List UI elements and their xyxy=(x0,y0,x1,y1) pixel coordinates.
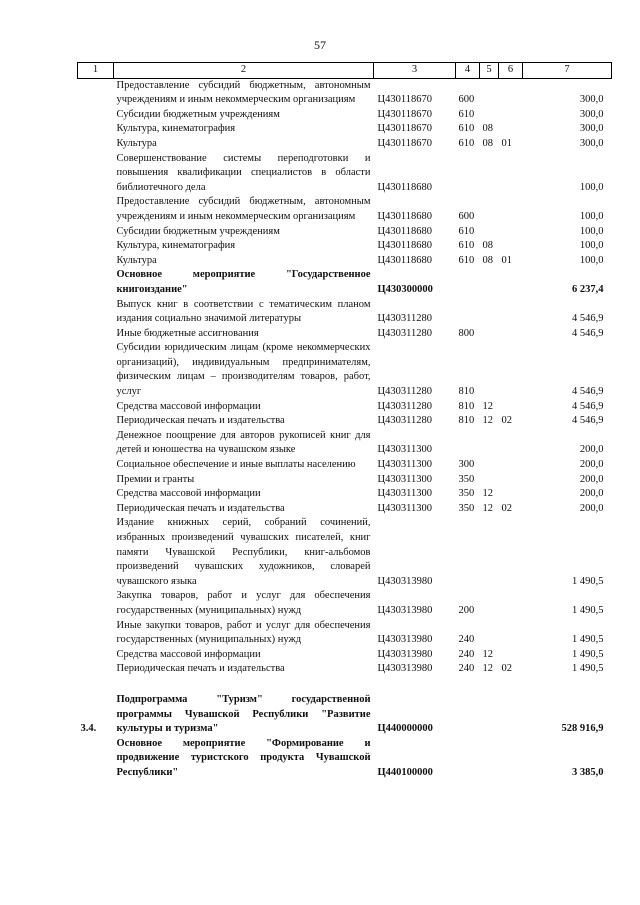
row-number xyxy=(78,589,114,618)
row-name: Культура xyxy=(116,254,157,266)
spacer-cell xyxy=(78,677,612,693)
row-number xyxy=(78,195,114,224)
row-code: Ц440100000 xyxy=(377,766,433,778)
column-header: 2 xyxy=(114,63,374,79)
row-col4: 240 xyxy=(458,663,475,675)
row-col4 xyxy=(456,693,480,737)
row-col6: 02 xyxy=(501,663,512,675)
row-amount: 1 490,5 xyxy=(572,648,604,660)
row-col4: 300 xyxy=(458,459,475,471)
row-name: Культура, кинематография xyxy=(116,240,236,252)
row-code: Ц430118670 xyxy=(377,108,432,120)
row-col6 xyxy=(499,239,523,254)
row-number xyxy=(78,414,114,429)
table-row xyxy=(78,502,612,517)
row-number xyxy=(78,78,114,108)
row-col4 xyxy=(456,268,480,297)
row-name: Денежное поощрение для авторов рукописей книг для детей и юношества на чувашском языке xyxy=(116,429,371,456)
row-number xyxy=(78,502,114,517)
row-col6 xyxy=(499,327,523,342)
row-col4: 600 xyxy=(458,94,475,106)
row-col6 xyxy=(499,487,523,502)
row-amount: 1 490,5 xyxy=(572,663,604,675)
row-col6 xyxy=(499,473,523,488)
row-col4: 350 xyxy=(458,502,475,514)
row-col4 xyxy=(456,429,480,458)
row-name: Предоставление субсидий бюджетным, автономным учреждениям и иным некоммерческим организациям xyxy=(116,79,371,106)
row-col6 xyxy=(499,122,523,137)
row-amount: 6 237,4 xyxy=(572,283,604,295)
row-name: Культура xyxy=(116,137,157,149)
row-col6: 01 xyxy=(501,254,512,266)
row-amount: 300,0 xyxy=(579,123,604,135)
row-col6 xyxy=(499,108,523,123)
row-col5: 12 xyxy=(482,663,493,675)
row-col4: 240 xyxy=(458,634,475,646)
row-amount: 300,0 xyxy=(579,108,604,120)
table-row xyxy=(78,108,612,123)
row-code: Ц430313980 xyxy=(377,663,433,675)
row-name: Подпрограмма "Туризм" государственной программы Чувашской Республики "Развитие культуры и туризма" xyxy=(116,693,371,735)
table-row xyxy=(78,458,612,473)
row-col6 xyxy=(499,429,523,458)
row-amount: 200,0 xyxy=(579,444,604,456)
row-col5 xyxy=(480,152,499,196)
row-amount: 528 916,9 xyxy=(561,723,604,735)
column-header: 6 xyxy=(499,63,523,79)
row-col4: 810 xyxy=(458,415,475,427)
row-col4: 610 xyxy=(458,123,475,135)
row-number xyxy=(78,473,114,488)
row-code: Ц430313980 xyxy=(377,634,433,646)
row-name: Периодическая печать и издательства xyxy=(116,415,285,427)
table-row xyxy=(78,693,612,737)
row-col5 xyxy=(480,619,499,648)
table-row xyxy=(78,487,612,502)
table-row xyxy=(78,737,612,781)
row-number xyxy=(78,108,114,123)
row-code: Ц430311300 xyxy=(377,502,432,514)
row-col5: 08 xyxy=(482,254,493,266)
table-row xyxy=(78,414,612,429)
row-number xyxy=(78,137,114,152)
table-row xyxy=(78,254,612,269)
row-col6 xyxy=(499,195,523,224)
row-amount: 200,0 xyxy=(579,488,604,500)
row-name: Закупка товаров, работ и услуг для обеспечения государственных (муниципальных) нужд xyxy=(116,590,371,616)
table-row xyxy=(78,122,612,137)
table-row xyxy=(78,662,612,677)
row-col5 xyxy=(480,225,499,240)
row-col6 xyxy=(499,225,523,240)
row-amount: 4 546,9 xyxy=(572,386,604,398)
table-row xyxy=(78,400,612,415)
row-col5: 12 xyxy=(482,415,493,427)
row-code: Ц430313980 xyxy=(377,648,433,660)
row-col5 xyxy=(480,516,499,589)
row-col6 xyxy=(499,648,523,663)
row-col4: 600 xyxy=(458,210,475,222)
row-col5: 08 xyxy=(482,137,493,149)
column-header: 7 xyxy=(523,63,612,79)
table-row xyxy=(78,152,612,196)
row-col6: 02 xyxy=(501,415,512,427)
row-col4: 610 xyxy=(458,240,475,252)
row-name: Средства массовой информации xyxy=(116,648,261,660)
row-code: Ц430118680 xyxy=(377,254,432,266)
row-number xyxy=(78,239,114,254)
column-header: 3 xyxy=(374,63,456,79)
row-amount: 100,0 xyxy=(579,225,604,237)
table-row xyxy=(78,589,612,618)
table-row xyxy=(78,268,612,297)
row-name: Предоставление субсидий бюджетным, автономным учреждениям и иным некоммерческим организациям xyxy=(116,196,371,222)
row-col6 xyxy=(499,458,523,473)
row-amount: 200,0 xyxy=(579,459,604,471)
row-name: Периодическая печать и издательства xyxy=(116,502,285,514)
row-col5 xyxy=(480,341,499,399)
row-col4: 610 xyxy=(458,108,475,120)
row-col5: 12 xyxy=(482,648,493,660)
row-amount: 200,0 xyxy=(579,502,604,514)
row-name: Издание книжных серий, собраний сочинений, избранных произведений чувашских писателей, книг памяти Чувашской Республики, книг-альбомов произведений чувашских художников, словарей чувашского языка xyxy=(116,517,371,587)
row-col6 xyxy=(499,619,523,648)
row-code: Ц430118680 xyxy=(377,181,432,193)
row-number xyxy=(78,648,114,663)
row-col6 xyxy=(499,152,523,196)
row-number xyxy=(78,152,114,196)
table-row xyxy=(78,327,612,342)
table-header-row xyxy=(78,63,612,79)
column-header: 1 xyxy=(78,63,114,79)
table-row xyxy=(78,341,612,399)
row-code: Ц430311300 xyxy=(377,473,432,485)
row-code: Ц430311280 xyxy=(377,313,432,325)
table-row xyxy=(78,225,612,240)
row-col4: 800 xyxy=(458,327,475,339)
row-col5 xyxy=(480,327,499,342)
row-code: Ц430118680 xyxy=(377,240,432,252)
row-code: Ц430311300 xyxy=(377,459,432,471)
row-col6 xyxy=(499,78,523,108)
row-col4 xyxy=(456,516,480,589)
column-header: 5 xyxy=(480,63,499,79)
row-col6 xyxy=(499,693,523,737)
row-col4: 610 xyxy=(458,254,475,266)
row-code: Ц430311280 xyxy=(377,327,432,339)
row-col6 xyxy=(499,516,523,589)
table-row xyxy=(78,78,612,108)
row-col6 xyxy=(499,341,523,399)
row-number xyxy=(78,225,114,240)
page-number: 57 xyxy=(314,38,326,52)
row-col5 xyxy=(480,429,499,458)
row-number xyxy=(78,737,114,781)
row-name: Иные закупки товаров, работ и услуг для обеспечения государственных (муниципальных) нужд xyxy=(116,619,371,646)
row-name: Субсидии бюджетным учреждениям xyxy=(116,225,280,237)
row-amount: 100,0 xyxy=(579,210,604,222)
table-row xyxy=(78,516,612,589)
row-name: Средства массовой информации xyxy=(116,400,261,412)
row-number xyxy=(78,122,114,137)
row-col4: 610 xyxy=(458,137,475,149)
row-code: Ц430311280 xyxy=(377,415,432,427)
row-col5: 12 xyxy=(482,502,493,514)
row-code: Ц430118670 xyxy=(377,123,432,135)
row-col5: 12 xyxy=(482,488,493,500)
spacer-row xyxy=(78,677,612,693)
row-code: Ц430300000 xyxy=(377,283,433,295)
row-name: Субсидии юридическим лицам (кроме некоммерческих организаций), индивидуальным предпринимателям, физическим лицам – производителям товаров, работ, услуг xyxy=(116,342,371,398)
row-col4 xyxy=(456,152,480,196)
row-code: Ц430118680 xyxy=(377,225,432,237)
row-number xyxy=(78,619,114,648)
row-col5: 12 xyxy=(482,400,493,412)
row-code: Ц430311280 xyxy=(377,386,432,398)
row-number xyxy=(78,341,114,399)
row-name: Основное мероприятие "Государственное книгоиздание" xyxy=(116,269,371,295)
row-amount: 4 546,9 xyxy=(572,415,604,427)
table-row xyxy=(78,195,612,224)
row-col6 xyxy=(499,737,523,781)
row-name: Основное мероприятие "Формирование и продвижение туристского продукта Чувашской Республики" xyxy=(116,737,371,778)
row-name: Премии и гранты xyxy=(116,473,195,485)
row-col5 xyxy=(480,298,499,327)
row-col5 xyxy=(480,268,499,297)
row-number xyxy=(78,458,114,473)
row-number xyxy=(78,487,114,502)
table-row xyxy=(78,137,612,152)
row-col5 xyxy=(480,108,499,123)
row-amount: 3 385,0 xyxy=(572,766,604,778)
row-number xyxy=(78,254,114,269)
row-col4: 810 xyxy=(458,386,475,398)
row-col5 xyxy=(480,737,499,781)
row-number xyxy=(78,429,114,458)
row-col6: 02 xyxy=(501,502,512,514)
row-number xyxy=(78,662,114,677)
row-name: Выпуск книг в соответствии с тематическим планом издания социально значимой литературы xyxy=(116,298,371,325)
row-col4: 240 xyxy=(458,648,475,660)
row-col5 xyxy=(480,195,499,224)
row-number xyxy=(78,516,114,589)
row-amount: 4 546,9 xyxy=(572,313,604,325)
row-name: Субсидии бюджетным учреждениям xyxy=(116,108,280,120)
budget-table xyxy=(77,62,612,781)
table-row xyxy=(78,619,612,648)
row-amount: 100,0 xyxy=(579,181,604,193)
row-col5 xyxy=(480,693,499,737)
row-code: Ц430313980 xyxy=(377,575,433,587)
row-col5: 08 xyxy=(482,240,493,252)
row-col4 xyxy=(456,737,480,781)
row-number xyxy=(78,400,114,415)
row-col4: 350 xyxy=(458,473,475,485)
row-amount: 100,0 xyxy=(579,240,604,252)
row-col4: 350 xyxy=(458,488,475,500)
row-amount: 4 546,9 xyxy=(572,400,604,412)
row-amount: 4 546,9 xyxy=(572,327,604,339)
row-amount: 1 490,5 xyxy=(572,575,604,587)
row-amount: 300,0 xyxy=(579,137,604,149)
row-name: Иные бюджетные ассигнования xyxy=(116,327,259,339)
row-col6: 01 xyxy=(501,137,512,149)
row-col5 xyxy=(480,458,499,473)
row-code: Ц440000000 xyxy=(377,723,433,735)
table-row xyxy=(78,298,612,327)
row-col4: 610 xyxy=(458,225,475,237)
row-col5: 08 xyxy=(482,123,493,135)
row-code: Ц430313980 xyxy=(377,604,433,616)
row-amount: 300,0 xyxy=(579,94,604,106)
table-row xyxy=(78,648,612,663)
row-amount: 1 490,5 xyxy=(572,634,604,646)
row-name: Периодическая печать и издательства xyxy=(116,663,285,675)
row-name: Социальное обеспечение и иные выплаты населению xyxy=(116,459,356,471)
row-code: Ц430118670 xyxy=(377,137,432,149)
table-row xyxy=(78,429,612,458)
row-name: Средства массовой информации xyxy=(116,488,261,500)
row-col5 xyxy=(480,473,499,488)
row-code: Ц430311300 xyxy=(377,444,432,456)
row-col6 xyxy=(499,268,523,297)
row-amount: 100,0 xyxy=(579,254,604,266)
row-code: Ц430311300 xyxy=(377,488,432,500)
row-code: Ц430311280 xyxy=(377,400,432,412)
table-row xyxy=(78,239,612,254)
row-col6 xyxy=(499,298,523,327)
row-col4: 810 xyxy=(458,400,475,412)
row-col5 xyxy=(480,589,499,618)
row-name: Совершенствование системы переподготовки и повышения квалификации специалистов в области библиотечного дела xyxy=(116,152,371,193)
row-number xyxy=(78,298,114,327)
row-col6 xyxy=(499,400,523,415)
row-number xyxy=(78,327,114,342)
row-code: Ц430118680 xyxy=(377,210,432,222)
row-col6 xyxy=(499,589,523,618)
column-header: 4 xyxy=(456,63,480,79)
row-amount: 1 490,5 xyxy=(572,604,604,616)
table-row xyxy=(78,473,612,488)
row-name: Культура, кинематография xyxy=(116,123,236,135)
row-amount: 200,0 xyxy=(579,473,604,485)
row-code: Ц430118670 xyxy=(377,94,432,106)
row-col5 xyxy=(480,78,499,108)
row-number: 3.4. xyxy=(80,723,97,735)
row-col4: 200 xyxy=(458,604,475,616)
row-col4 xyxy=(456,298,480,327)
row-number xyxy=(78,268,114,297)
